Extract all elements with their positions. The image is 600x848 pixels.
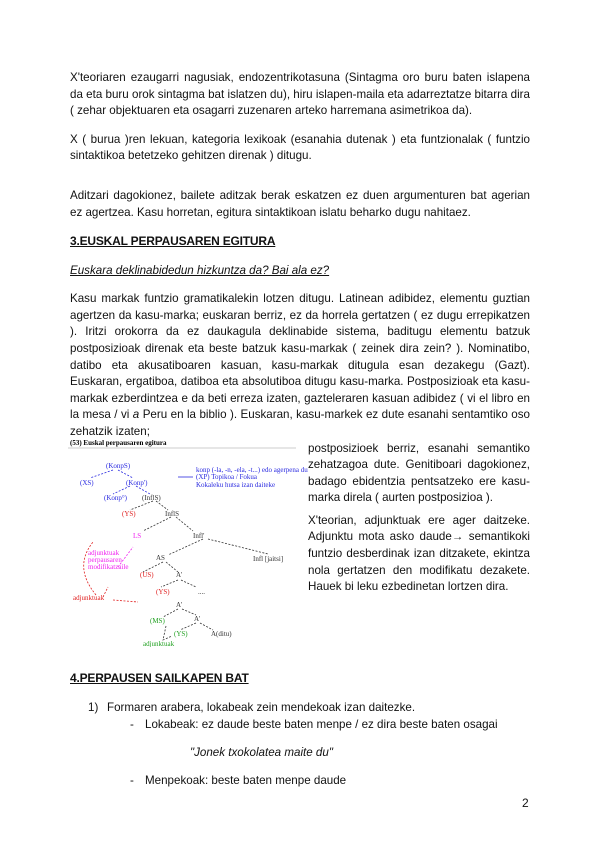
node: (Konp') [126,478,148,487]
paragraph-burua: X ( burua )ren lekuan, kategoria lexikoak (esanahia dutenak ) eta funtzionalak ( funtzio sintaktikoa betetzeko gehitzen direnak ) ditugu. [70,132,530,163]
node: AS [156,553,165,562]
syntax-tree-figure [68,437,308,647]
list-item: Formaren arabera, lokabeak zein mendekoak izan daitezke. [107,700,416,714]
node: A' [194,614,201,623]
list-number: 1) [88,700,99,714]
sub-item-1 [70,716,530,733]
node: (KonpS) [106,461,131,470]
node: A' [176,570,183,579]
note: konp (-la, -n, -ela, -t...) edo agerpena du [196,465,308,474]
node: (Konp°) [104,493,128,502]
sub-item-2 [70,772,530,789]
text-run: Peru en la biblio ). Euskaran, kasu-markek ez dute esanahi sentamtiko oso zehatzik izaten; [70,408,530,438]
figure-caption: (53) Euskal perpausaren egitura [70,438,167,447]
note: adjunktuak [88,548,120,557]
section-heading-4: 4.PERPAUSEN SAILKAPEN BAT [70,670,249,685]
section-subheading: Euskara deklinabidedun hizkuntza da? Bai ala ez? [70,264,330,278]
page-content [70,70,530,789]
list-item-1 [70,699,530,716]
paragraph-kasu-markak [70,291,530,440]
note: modifikatzaile [88,562,129,571]
page-number: 2 [522,796,529,810]
sub-item-menpekoak: Menpekoak: beste baten menpe daude [145,773,347,787]
node: (MS) [150,616,165,625]
note: perpausaren [88,555,122,564]
section-heading-3: 3.EUSKAL PERPAUSAREN EGITURA [70,234,276,249]
sub-item-lokabeak: Lokabeak: ez daude beste baten menpe / ez dira beste baten osagai [145,717,498,731]
node: InflS [165,509,179,518]
node: Infl [jaitsi] [253,554,284,563]
paragraph-postposizioak: postposizioek berriz, esanahi semantiko zehatzagoa dute. Genitiboari dagokionez, badago ebidentzia pentsatzeko ere kasu-marka direla ( aurten postposizioa ). [308,441,530,505]
example-sentence: "Jonek txokolatea maite du" [190,745,333,759]
node: A' [176,600,183,609]
node: (YS) [174,629,188,638]
node: (XS) [80,478,94,487]
node: (YS) [156,587,170,596]
italic-a: a [132,408,140,422]
node: (YS) [122,509,136,518]
text-run: Kasu markak funtzio gramatikalekin lotzen ditugu. Latinean adibidez, elementu guztian agertzen da kasu-marka; euskaran berriz, ez da horrela gertatzen ( ez dugu errepikatzen ). Iritzi orokorra da ez daukagula deklinabide sistema, baditugu elementu batzuk postposizioak direnak eta beste batzuk kasu-markak ( zeinek dira zein? ). Nominatibo, datibo eta akusatiboaren kasuan, kasu-markak ditugula esan dezakegu (Gazt). Euskaran, ergatiboa, datiboa eta absolutiboa ditugu kasu-marka. Postposizioak eta kasu-markak ezberdintzea e da beti erreza izaten, gazteleraren kasuan adibidez ( vi el libro en la mesa / vi [70,292,530,422]
node: Infl' [193,531,205,540]
bullet-dash: - [130,717,134,731]
node: (US) [140,570,154,579]
paragraph-xteoria: X'teoriaren ezaugarri nagusiak, endozentrikotasuna (Sintagma oro buru baten islapena da eta buru orok sintagma bat islatzen du), hiru islapen-maila eta adarreztatze bitarra dira ( zehar objektuaren eta osagarri zuzenaren arteko harremana asimetrikoa da). [70,71,530,118]
node: (InflS) [142,493,161,502]
note: (XP) Topikoa / Fokua [196,472,258,481]
bullet-dash: - [130,773,134,787]
node: LS [133,531,142,540]
note: Kokaleku hutsa izan daiteke [196,480,276,489]
note: adjunktuak [73,593,105,602]
paragraph-aditzari: Aditzari dagokionez, bailete aditzak berak eskatzen ez duen argumenturen bat agerian ez agertzea. Kasu horretan, egitura sintaktikoan islatu beharko dugu nahitaez. [70,188,530,219]
note: adjunktuak [143,639,175,647]
node: .... [198,587,205,596]
node: A(ditu) [211,629,232,638]
paragraph-adjunktuak: X'teorian, adjunktuak ere ager daitzeke. Adjunktu mota asko daude→ semantikoki funtzio desberdinak izan ditzakete, ekintza nola gertatzen den modifikatu dezakete. Hauek bi leku ezbedinetan lortzen dira. [308,513,530,594]
